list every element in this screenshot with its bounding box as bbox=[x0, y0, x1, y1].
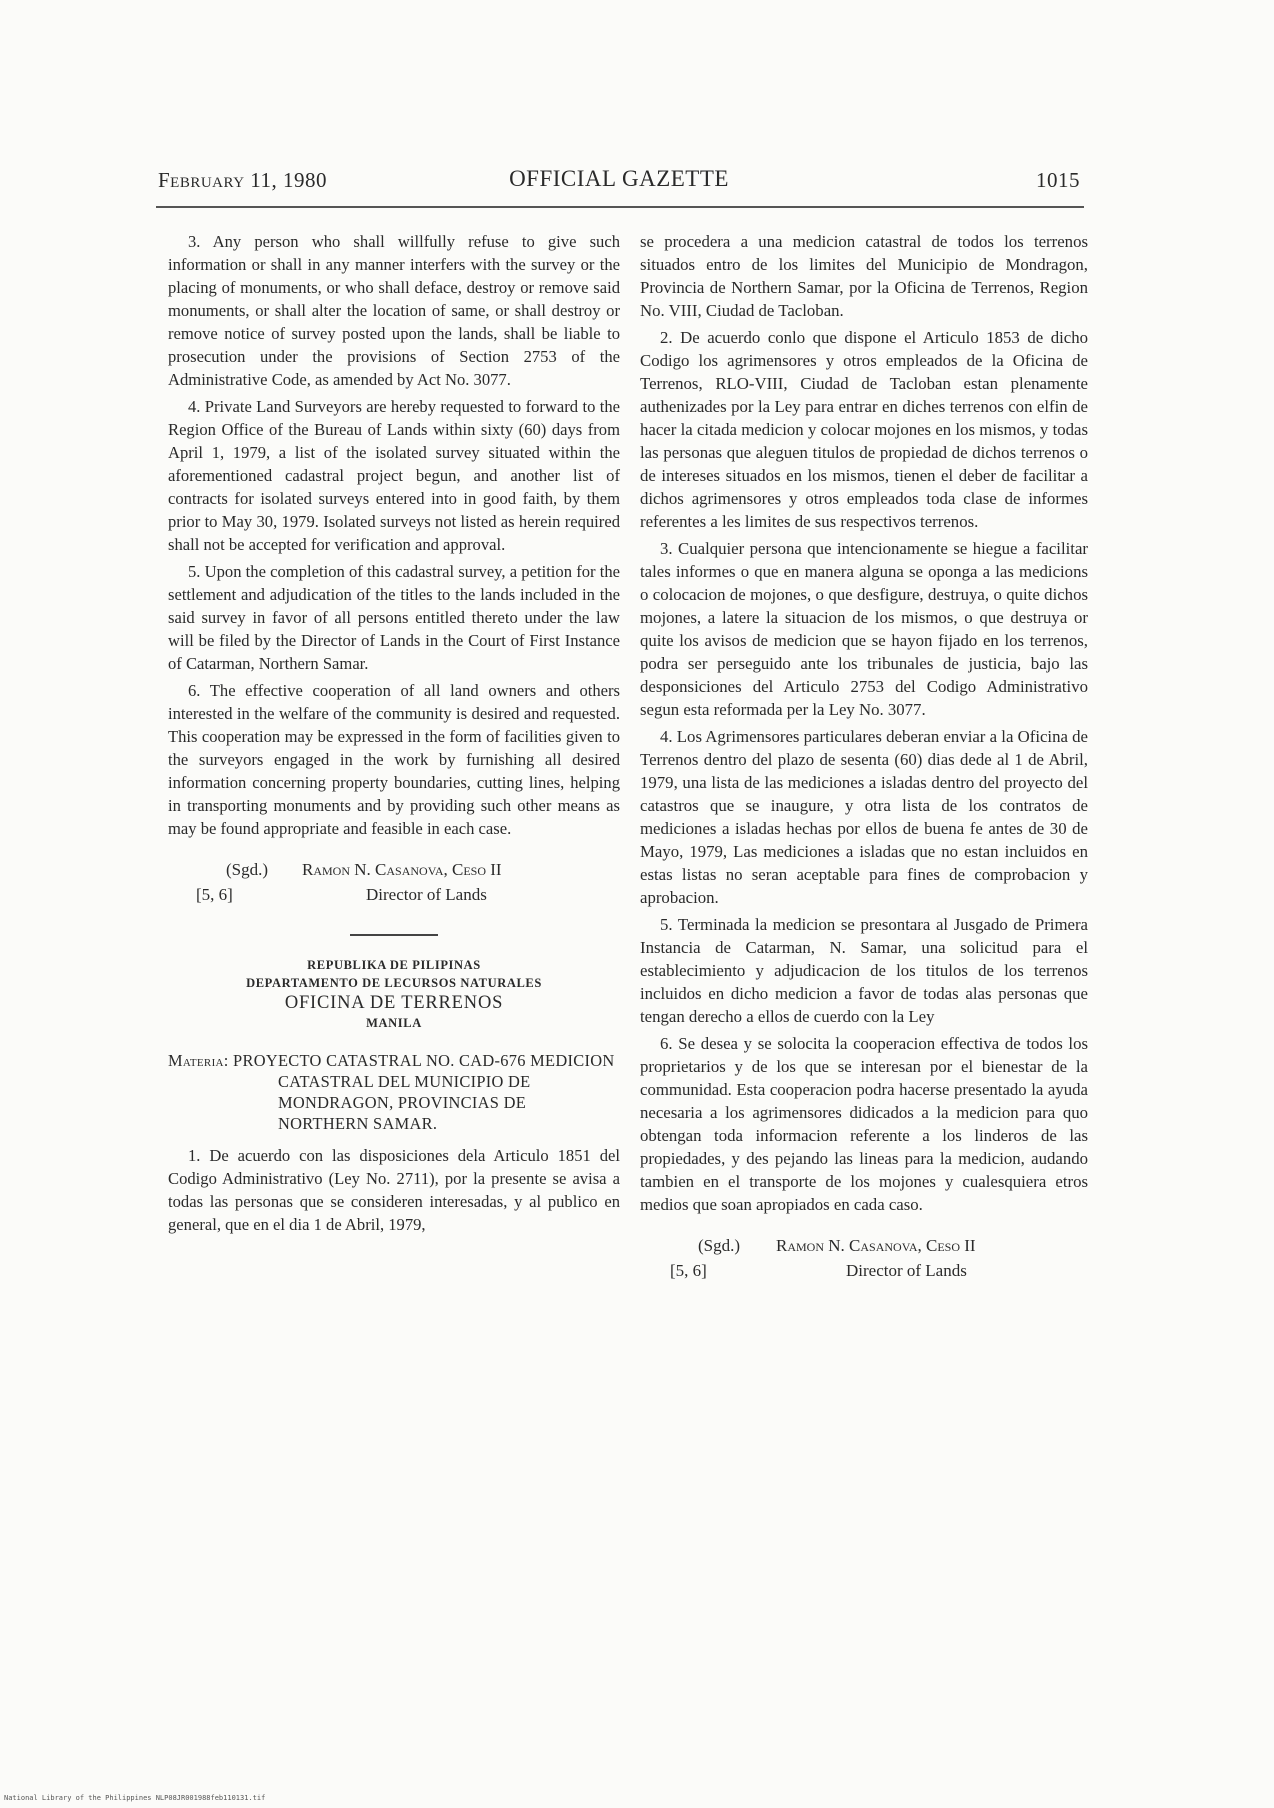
office-line: OFICINA DE TERRENOS bbox=[284, 993, 504, 1013]
signatory-name: Ramon N. Casanova, Ceso II bbox=[302, 860, 502, 879]
paragraph: 6. The effective cooperation of all land owners and others interested in the welfare of the community is desired and requested. This cooperation may be expressed in the form of facilities given to the surveyors engaged in the work by furnishing all desired information concerning property boundaries, cutting lines, helping in transporting monuments and by providing such other means as may be found appropriate and feasible in each case. bbox=[168, 681, 620, 838]
republic-line: REPUBLIKA DE PILIPINAS bbox=[307, 958, 481, 972]
paragraph: 3. Cualquier persona que intencionamente se hiegue a facilitar tales informes o que en manera alguna se oponga a las medicions o colocacion de mojones, o que desfigure, destruya, o quite dichos mojones, a latere la situacion de los mismos, o que destruya or quite los avisos de medicion que se hayon fijado en los terrenos, podra ser perseguido ante los tribunales de justicia, bajo las desponsiciones del Articulo 2753 del Codigo Administrativo segun esta reformada per la Ley No. 3077. bbox=[640, 539, 1088, 719]
paragraph: 2. De acuerdo conlo que dispone el Articulo 1853 de dicho Codigo los agrimensores y otros empleados de la Oficina de Terrenos, RLO-VIII, Ciudad de Tacloban estan plenamente authenizades por la Ley para entrar en diches terrenos con elfin de hacer la citada medicion y colocar mojones en los mismos, y todas las personas que aleguen titulos de propiedad de dichos terrenos o de intereses situados en los mismos, tienen el deber de facilitar a dichos agrimensores y otros empleados toda clase de informes referentes a les limites de sus respectivos terrenos. bbox=[640, 328, 1088, 531]
issue-reference: [5, 6] bbox=[670, 1261, 707, 1280]
page-header bbox=[158, 164, 1080, 194]
paragraph: 4. Los Agrimensores particulares deberan enviar a la Oficina de Terrenos dentro del plazo de sesenta (60) dias dede al 1 de Abril, 1979, una lista de las mediciones a isladas dentro del proyecto del catastros que se inaugure, y otra lista de los contratos de mediciones a isladas hechas por ellos de buena fe antes de 30 de Mayo, 1979, Las mediciones a isladas que no estan incluidos en estas listas no seran aceptable para fines de comprobacion y aprobacion. bbox=[640, 727, 1088, 907]
paragraph: 5. Terminada la medicion se presontara al Jusgado de Primera Instancia de Catarman, N. Samar, una solicitud para el establecimiento y adjudicacion de los titulos de los terrenos incluidos en dicho medicion a favor de todas alas personas que tengan derecho a ellos de cuerdo con la Ley bbox=[640, 915, 1088, 1026]
department-line: DEPARTAMENTO DE LECURSOS NATURALES bbox=[246, 976, 542, 990]
left-column bbox=[168, 230, 620, 1240]
signed-mark: (Sgd.) bbox=[226, 860, 269, 879]
signatory-name: Ramon N. Casanova, Ceso II bbox=[776, 1236, 976, 1255]
right-column bbox=[640, 230, 1088, 1288]
section-divider bbox=[350, 934, 438, 936]
signatory-title: Director of Lands bbox=[366, 885, 487, 904]
subject-line bbox=[168, 1050, 620, 1134]
city-line: MANILA bbox=[366, 1016, 422, 1030]
continued-paragraph: se procedera a una medicion catastral de todos los terrenos situados entro de los limites del Municipio de Mondragon, Provincia de Northern Samar, por la Oficina de Terrenos, Region No. VIII, Ciudad de Tacloban. bbox=[640, 232, 1088, 320]
paragraph: 6. Se desea y se solocita la cooperacion effectiva de todos los proprietarios y de los que se interesan por el bienestar de la communidad. Esta cooperacion podra hacerse presentado la ayuda necesaria a los agrimensores didicados a la medicion para quo obtengan toda informacion referente a los linderos de las propiedades, y des pejando las lineas para la medicion, audando tambien en el transporte de los mojones y cualesquiera etros medios que soan apropiados en cada caso. bbox=[640, 1034, 1088, 1214]
header-rule bbox=[156, 206, 1084, 208]
paragraph: 3. Any person who shall willfully refuse to give such information or shall in any manner interfers with the survey or the placing of monuments, or who shall deface, destroy or remove said monuments, or shall alter the location of same, or shall destroy or remove notice of survey posted upon the lands, shall be liable to prosecution under the provisions of Section 2753 of the Administrative Code, as amended by Act No. 3077. bbox=[168, 232, 620, 389]
signature-block bbox=[640, 1234, 1088, 1288]
paragraph: 1. De acuerdo con las disposiciones dela Articulo 1851 del Codigo Administrativo (Ley No. 2711), por la presente se avisa a todas las personas que se consideren interesadas, y al publico en general, que en el dia 1 de Abril, 1979, bbox=[168, 1146, 620, 1234]
page-number: 1015 bbox=[1036, 168, 1080, 192]
paragraph: 5. Upon the completion of this cadastral survey, a petition for the settlement and adjudication of the titles to the lands included in the said survey in favor of all persons entitled thereto under the law will be filed by the Director of Lands in the Court of First Instance of Catarman, Northern Samar. bbox=[168, 562, 620, 673]
subject-text: PROYECTO CATASTRAL NO. CAD-676 MEDICION CATASTRAL DEL MUNICIPIO DE MONDRAGON, PROVINCIAS DE NORTHERN SAMAR. bbox=[233, 1051, 615, 1133]
signed-mark: (Sgd.) bbox=[698, 1236, 741, 1255]
signature-block bbox=[168, 858, 620, 912]
issue-date: February 11, 1980 bbox=[158, 168, 327, 192]
paragraph: 4. Private Land Surveyors are hereby requested to forward to the Region Office of the Bureau of Lands within sixty (60) days from April 1, 1979, a list of the isolated survey situated within the aforementioned cadastral project begun, and another list of contracts for isolated surveys entered into in good faith, by them prior to May 30, 1979. Isolated surveys not listed as herein required shall not be accepted for verification and approval. bbox=[168, 397, 620, 554]
publication-title: OFFICIAL GAZETTE bbox=[509, 166, 729, 191]
scan-credit: National Library of the Philippines NLP08JR001988feb110131.tif bbox=[4, 1794, 266, 1802]
notice-heading bbox=[168, 956, 620, 1032]
issue-reference: [5, 6] bbox=[196, 885, 233, 904]
signatory-title: Director of Lands bbox=[846, 1261, 967, 1280]
subject-label: Materia: bbox=[168, 1051, 229, 1070]
